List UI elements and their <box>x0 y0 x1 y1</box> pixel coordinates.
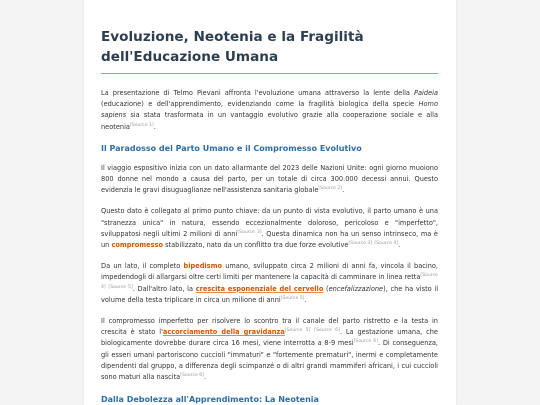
source-citation[interactable]: [Source 5] <box>108 284 133 290</box>
source-citation[interactable]: [Source 6] <box>353 339 378 345</box>
encefalizzazione-term: encefalizzazione <box>328 284 384 293</box>
source-citation[interactable]: [Source 5] <box>280 295 305 301</box>
intro-paragraph: La presentazione di Telmo Pievani affronta l'evoluzione umana attraverso la lente della Paideia (educazione) e dell'apprendimento, evidenziando come la fragilità biologica della specie Homo sapiens sia stata trasformata in un vantaggio evolutivo grazie alla cooperazione sociale e alla neotenia[Source 1]. <box>101 89 438 131</box>
source-citation[interactable]: [Source 6] <box>180 373 204 379</box>
paragraph-compromesso: Questo dato è collegato al primo punto chiave: da un punto di vista evolutivo, il parto umano è una "stranezza unica" in natura, essendo eccezionalmente doloroso, pericoloso e "imperfetto", sviluppatosi negli ultimi 2 milioni di anni[Source 3]. Questa dinamica non ha un senso intrinseco, ma è un compromesso stabilizzato, nato da un conflitto tra due forze evolutive[Source 3] [Source 4]. <box>101 207 438 250</box>
source-citation[interactable]: [Source 6] <box>314 328 340 334</box>
section-heading-neotenia: Dalla Debolezza all'Apprendimento: La Neotenia <box>101 395 319 405</box>
paragraph-bipedismo: Da un lato, il completo bipedismo umano, sviluppato circa 2 milioni di anni fa, vincola il bacino, impedendogli di allargarsi oltre certi limiti per mantenere la capacità di camminare in linea retta[Source 4] [Source 5]. Dall'altro lato, la crescita esponenziale del cervello (encefalizzazione), che ha visto il volume della testa triplicare in circa un milione di anni[Source 5]. <box>101 262 439 304</box>
page-title <box>101 27 438 74</box>
source-citation[interactable]: [Source 2] <box>318 186 343 192</box>
highlight-bipedismo: bipedismo <box>183 262 222 271</box>
paragraph-un-data: Il viaggio espositivo inizia con un dato allarmante del 2023 delle Nazioni Unite: ogni giorno muoiono 800 donne nel mondo a causa del parto, per un totale di circa 300.000 decessi annui. Questo evidenzia le gravi disuguaglianze nell'assistenza sanitaria globale[Source 2]. <box>101 163 438 195</box>
highlight-accorciamento-gravidanza: accorciamento della gravidanza <box>162 328 285 337</box>
source-citation[interactable]: [Source 4] <box>374 241 399 247</box>
source-citation[interactable]: [Source 3] <box>348 241 373 247</box>
section-heading-parto: Il Paradosso del Parto Umano e il Compromesso Evolutivo <box>101 143 362 153</box>
source-citation[interactable]: [Source 4] <box>101 273 438 290</box>
paragraph-gravidanza: Il compromesso imperfetto per risolvere lo scontro tra il canale del parto ristretto e la testa in crescita è stato l'accorciamento della gravidanza[Source 5] [Source 6]. La gestazione umana, che biologicamente dovrebbe durare circa 16 mesi, viene interrotta a 8-9 mesi[Source 6]. Di conseguenza, gli esseri umani partoriscono cuccioli "immaturi" e "fortemente prematuri", inermi e completamente dipendenti dal gruppo, a differenza degli scimpanzé o di altri grandi mammiferi africani, i cui cuccioli sono maturi alla nascita[Source 6]. <box>101 317 438 382</box>
highlight-compromesso: compromesso <box>111 241 164 250</box>
homo-sapiens-term: Homo sapiens <box>101 100 438 120</box>
paideia-term: Paideia <box>414 89 438 97</box>
highlight-crescita-cervello: crescita esponenziale del cervello <box>195 284 324 293</box>
source-citation[interactable]: [Source 1] <box>129 122 154 128</box>
source-citation[interactable]: [Source 3] <box>237 229 262 235</box>
source-citation[interactable]: [Source 5] <box>284 328 311 334</box>
title-line-1: Evoluzione, Neotenia e la Fragilità <box>101 29 364 45</box>
title-line-2: dell'Educazione Umana <box>101 49 279 65</box>
document-page <box>84 0 456 405</box>
